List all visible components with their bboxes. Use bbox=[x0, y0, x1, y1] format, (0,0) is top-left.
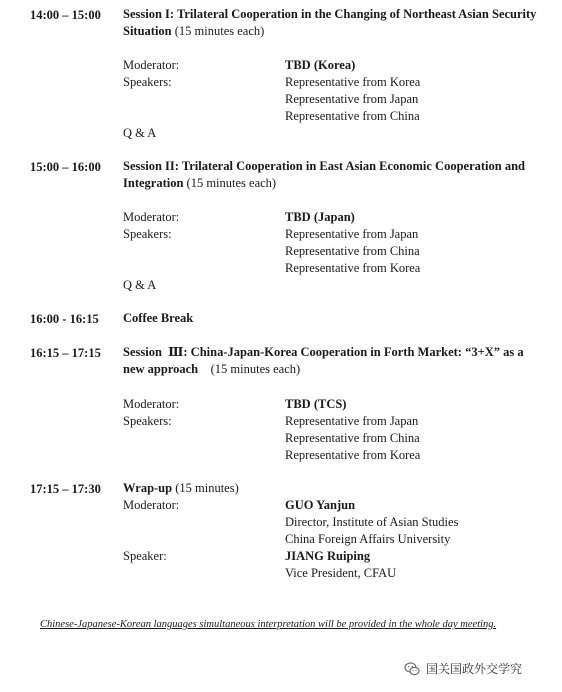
wrapup-speaker-label: Speaker: bbox=[123, 549, 167, 563]
wrapup-title-bold: Wrap-up bbox=[123, 481, 173, 495]
wrapup-title-rest: (15 minutes) bbox=[172, 481, 239, 495]
session-1-speaker: Representative from Japan bbox=[285, 92, 419, 106]
session-3-speaker: Representative from China bbox=[285, 431, 420, 445]
wrapup-moderator-label: Moderator: bbox=[123, 498, 180, 512]
interpretation-note: Chinese-Japanese-Korean languages simultaneous interpretation will be provided in the whole day meeting. bbox=[40, 619, 497, 630]
watermark-text: 国关国政外交学究 bbox=[426, 662, 523, 676]
session-3-title-rest: (15 minutes each) bbox=[198, 362, 301, 376]
session-3-time: 16:15 – 17:15 bbox=[30, 346, 101, 360]
session-2-title bbox=[123, 158, 543, 192]
session-1-title-rest: (15 minutes each) bbox=[171, 24, 265, 38]
session-2-title-rest: (15 minutes each) bbox=[183, 176, 277, 190]
break-time: 16:00 - 16:15 bbox=[30, 312, 99, 326]
wrapup-moderator-title: Director, Institute of Asian Studies bbox=[285, 515, 459, 529]
session-2-speaker: Representative from Japan bbox=[285, 227, 419, 241]
session-2-title-bold: Session II: Trilateral Cooperation in East Asian Economic Cooperation and Integration bbox=[123, 159, 525, 190]
wrapup-moderator-affiliation: China Foreign Affairs University bbox=[285, 532, 451, 546]
session-2-qa: Q & A bbox=[123, 278, 157, 292]
session-2-speakers-label: Speakers: bbox=[123, 227, 172, 241]
session-2-speaker: Representative from China bbox=[285, 244, 420, 258]
session-1-title-bold: Session I: Trilateral Cooperation in the Changing of Northeast Asian Security Situation bbox=[123, 7, 537, 38]
session-2-moderator: TBD (Japan) bbox=[285, 210, 355, 224]
watermark bbox=[404, 660, 522, 677]
session-1-moderator: TBD (Korea) bbox=[285, 58, 356, 72]
session-1-qa: Q & A bbox=[123, 126, 157, 140]
session-3-title-bold: Session Ⅲ: China-Japan-Korea Cooperation in Forth Market: “3+X” as a new approach bbox=[123, 345, 527, 376]
session-1-time: 14:00 – 15:00 bbox=[30, 8, 101, 22]
session-3-speakers-label: Speakers: bbox=[123, 414, 172, 428]
session-1-speakers-label: Speakers: bbox=[123, 75, 172, 89]
wrapup-title bbox=[123, 480, 543, 497]
wrapup-speaker-title: Vice President, CFAU bbox=[285, 566, 397, 580]
wrapup-time: 17:15 – 17:30 bbox=[30, 482, 101, 496]
session-1-title bbox=[123, 6, 543, 40]
break-title: Coffee Break bbox=[123, 311, 194, 325]
session-3-moderator-label: Moderator: bbox=[123, 397, 180, 411]
session-3-speaker: Representative from Japan bbox=[285, 414, 419, 428]
session-1-moderator-label: Moderator: bbox=[123, 58, 180, 72]
wechat-icon bbox=[404, 661, 420, 677]
session-2-time: 15:00 – 16:00 bbox=[30, 160, 101, 174]
session-1-speaker: Representative from China bbox=[285, 109, 420, 123]
session-3-moderator: TBD (TCS) bbox=[285, 397, 347, 411]
session-2-moderator-label: Moderator: bbox=[123, 210, 180, 224]
wrapup-moderator-name: GUO Yanjun bbox=[285, 498, 356, 512]
session-1-speaker: Representative from Korea bbox=[285, 75, 421, 89]
session-3-title bbox=[123, 344, 543, 378]
session-3-speaker: Representative from Korea bbox=[285, 448, 421, 462]
session-2-speaker: Representative from Korea bbox=[285, 261, 421, 275]
wrapup-speaker-name: JIANG Ruiping bbox=[285, 549, 371, 563]
